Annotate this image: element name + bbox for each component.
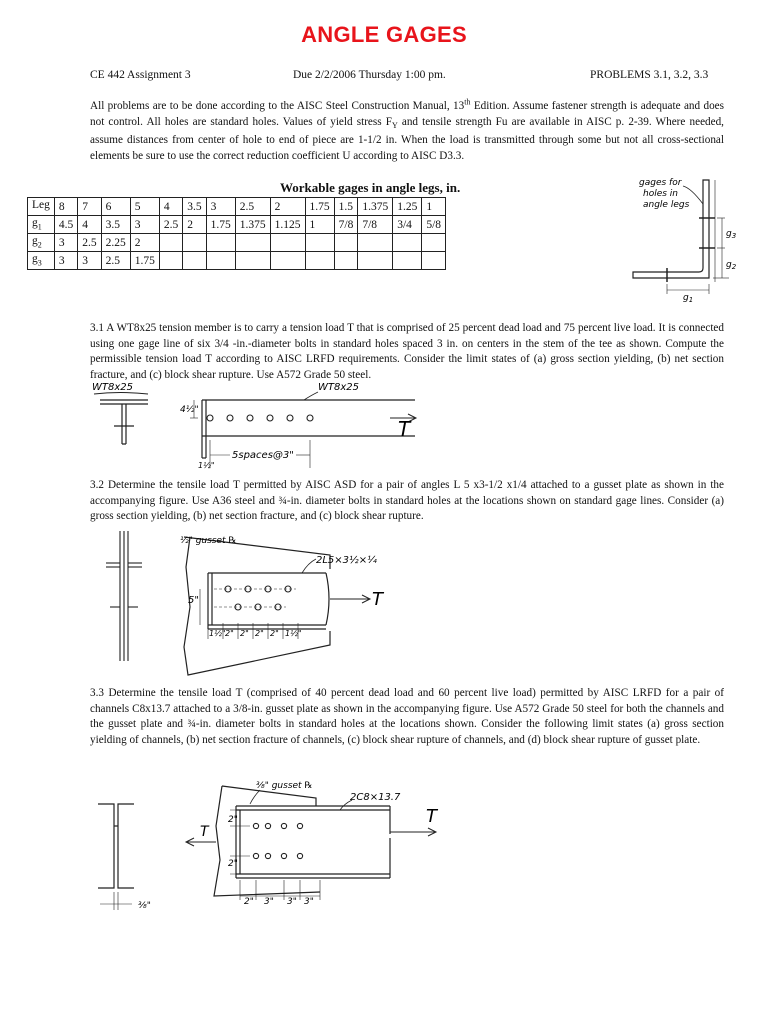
svg-text:gages for: gages for <box>639 178 682 188</box>
table-cell: 3.5 <box>101 216 130 234</box>
load-t-label: T <box>398 417 411 441</box>
problems-list: PROBLEMS 3.1, 3.2, 3.3 <box>590 69 709 81</box>
table-cell: 1.375 <box>235 216 270 234</box>
svg-text:3": 3" <box>264 897 274 907</box>
table-cell <box>422 234 446 252</box>
dim-vertical: 4½" <box>180 405 199 415</box>
table-cell: 2 <box>270 198 305 216</box>
table-cell <box>159 234 182 252</box>
gusset-plate <box>214 786 320 896</box>
table-cell <box>422 252 446 270</box>
table-cell: 6 <box>101 198 130 216</box>
table-cell <box>235 252 270 270</box>
bolt-holes <box>225 586 291 610</box>
dim-vertical: 5" <box>188 595 199 606</box>
load-t-label: T <box>372 589 383 610</box>
svg-text:holes in: holes in <box>643 189 679 199</box>
problem-3-3-text: 3.3 Determine the tensile load T (comprised of 40 percent dead load and 60 percent live load) permitted by AISC LRFD for a pair of channels C8x13.7 attached to a 3/8-in. gusset plate as shown in the accompanying figure. Use A572 Grade 50 steel for both the channels and the gusset plate and ¾-in. diameter bolts in standard holes at the locations shown. Consider the following limit states (a) gross section yielding of channels, (b) net section fracture of channels, (c) block shear rupture of channels, and (d) block shear rupture of gusset plate. <box>90 687 724 746</box>
figure-3-1 <box>90 378 430 470</box>
table-cell <box>235 234 270 252</box>
table-cell <box>334 234 358 252</box>
table-cell: 5 <box>130 198 159 216</box>
table-row <box>28 234 446 252</box>
table-cell: 2 <box>130 234 159 252</box>
table-caption: Workable gages in angle legs, in. <box>280 180 461 195</box>
table-cell: 4.5 <box>54 216 77 234</box>
table-cell <box>393 252 422 270</box>
svg-text:angle legs: angle legs <box>643 200 690 210</box>
table-cell: 2 <box>183 216 206 234</box>
table-cell <box>305 252 334 270</box>
table-cell: 1.5 <box>334 198 358 216</box>
table-cell: 1 <box>422 198 446 216</box>
sketch-note <box>639 178 690 210</box>
table-cell: 7/8 <box>358 216 393 234</box>
table-cell: 1.125 <box>270 216 305 234</box>
dim-spacing: 5spaces@3" <box>232 450 294 461</box>
table-cell: 1.75 <box>130 252 159 270</box>
table-cell: 5/8 <box>422 216 446 234</box>
gusset-label: ½" gusset ℞ <box>180 536 237 546</box>
double-angle-section <box>106 531 142 661</box>
table-cell: 2.5 <box>235 198 270 216</box>
row-label: $g_2$ <box>28 234 55 252</box>
angle-gage-table <box>27 197 446 270</box>
load-t-right: T <box>426 806 437 827</box>
table-cell: 3 <box>54 252 77 270</box>
g1-label: $g_1$ <box>683 293 694 302</box>
channel-members <box>236 806 390 878</box>
table-cell <box>305 234 334 252</box>
table-cell: 1.75 <box>206 216 235 234</box>
channel-member-label: 2C8×13.7 <box>350 792 401 803</box>
figure-3-3 <box>90 776 470 916</box>
table-cell <box>334 252 358 270</box>
table-cell <box>393 234 422 252</box>
bolt-holes <box>253 823 302 858</box>
table-cell: 1.75 <box>305 198 334 216</box>
problem-3-2-text: 3.2 Determine the tensile load T permitted by AISC ASD for a pair of angles L 5 x3-1/2 x1/4 attached to a gusset plate as shown in the accompanying figure. Use A36 steel and ¾-in. diameter bolts in standard holes at the locations shown on standard gage lines. Consider (a) gross section yielding, (b) net section fracture, and (c) block shear rupture. <box>90 479 724 522</box>
page-title: ANGLE GAGES <box>301 22 467 47</box>
course-header: CE 442 Assignment 3 <box>90 69 191 81</box>
table-cell: 4 <box>78 216 101 234</box>
table-cell: 1.375 <box>358 198 393 216</box>
wt-section-drawing <box>100 400 148 444</box>
wt-section-label: WT8x25 <box>92 382 134 393</box>
table-cell <box>358 234 393 252</box>
table-cell: 3/4 <box>393 216 422 234</box>
g3-label: $g_3$ <box>726 229 737 240</box>
load-t-left: T <box>200 824 209 840</box>
row-label: $g_3$ <box>28 252 55 270</box>
figure-3-2 <box>90 527 430 677</box>
table-cell: 1 <box>305 216 334 234</box>
table-cell: 4 <box>159 198 182 216</box>
wt-member-label: WT8x25 <box>318 382 360 393</box>
angle-member-label: 2L5×3½×¼ <box>316 555 377 566</box>
svg-text:1½": 1½" <box>285 629 302 638</box>
intro-paragraph: All problems are to be done according to the AISC Steel Construction Manual, 13th Edition. Assume fastener strength is adequate and does not control. All holes are standard holes. Values of yield stress $F_Y$ and tensile strength Fu are available in AISC p. 2-39. Where needed, assume distances from center of hole to end of piece are 1-1/2 in. When the load is transmitted through some but not all cross-sectional elements be sure to use the correct reduction coefficient U according to AISC D3.3. <box>90 97 724 162</box>
table-cell: 3 <box>54 234 77 252</box>
svg-text:3": 3" <box>287 897 297 907</box>
thickness-label: ⅜" <box>138 901 151 911</box>
table-cell <box>206 252 235 270</box>
problem-3-1-text: 3.1 A WT8x25 tension member is to carry a tension load T that is comprised of 25 percent dead load and 75 percent live load. It is connected using one gage line of six 3/4 -in.-diameter bolts in standard holes spaced 3 in. on centers in the stem of the tee as shown. Compute the permissible tension load T according to AISC LRFD requirements. Consider the limit states of (a) gross section yielding, (b) net section fracture, and (c) block shear rupture. Use A572 Grade 50 steel. <box>90 322 724 381</box>
angle-members <box>208 573 329 629</box>
svg-text:2": 2" <box>255 629 264 638</box>
table-cell: 2.5 <box>159 216 182 234</box>
table-cell: 1.25 <box>393 198 422 216</box>
g2-label: $g_2$ <box>726 260 737 271</box>
table-cell <box>159 252 182 270</box>
row-label: $g_1$ <box>28 216 55 234</box>
dim-end: 1½" <box>198 461 215 470</box>
dim-top: 2" <box>228 815 238 825</box>
gusset-label: ⅜" gusset ℞ <box>256 781 313 791</box>
table-cell <box>183 234 206 252</box>
bolt-holes <box>207 415 313 421</box>
angle-gage-sketch <box>625 172 745 302</box>
table-cell <box>358 252 393 270</box>
table-cell: 3 <box>206 198 235 216</box>
table-cell: 2.5 <box>101 252 130 270</box>
table-row <box>28 252 446 270</box>
table-cell: 2.5 <box>78 234 101 252</box>
table-cell: 3 <box>78 252 101 270</box>
table-row <box>28 198 446 216</box>
table-cell <box>183 252 206 270</box>
table-cell: 2.25 <box>101 234 130 252</box>
row-label: Leg <box>28 198 55 216</box>
svg-text:2": 2" <box>244 897 254 907</box>
svg-text:3": 3" <box>304 897 314 907</box>
svg-text:2": 2" <box>270 629 279 638</box>
table-cell <box>270 252 305 270</box>
svg-text:2": 2" <box>225 629 234 638</box>
table-cell: 7/8 <box>334 216 358 234</box>
table-cell: 7 <box>78 198 101 216</box>
double-channel-section <box>98 804 134 888</box>
table-row <box>28 216 446 234</box>
table-cell <box>270 234 305 252</box>
dim-bottom: 2" <box>228 859 238 869</box>
table-cell: 3 <box>130 216 159 234</box>
due-date: Due 2/2/2006 Thursday 1:00 pm. <box>293 69 446 81</box>
table-cell: 3.5 <box>183 198 206 216</box>
table-cell: 8 <box>54 198 77 216</box>
svg-text:2": 2" <box>240 629 249 638</box>
svg-text:1½": 1½" <box>209 629 226 638</box>
table-cell <box>206 234 235 252</box>
